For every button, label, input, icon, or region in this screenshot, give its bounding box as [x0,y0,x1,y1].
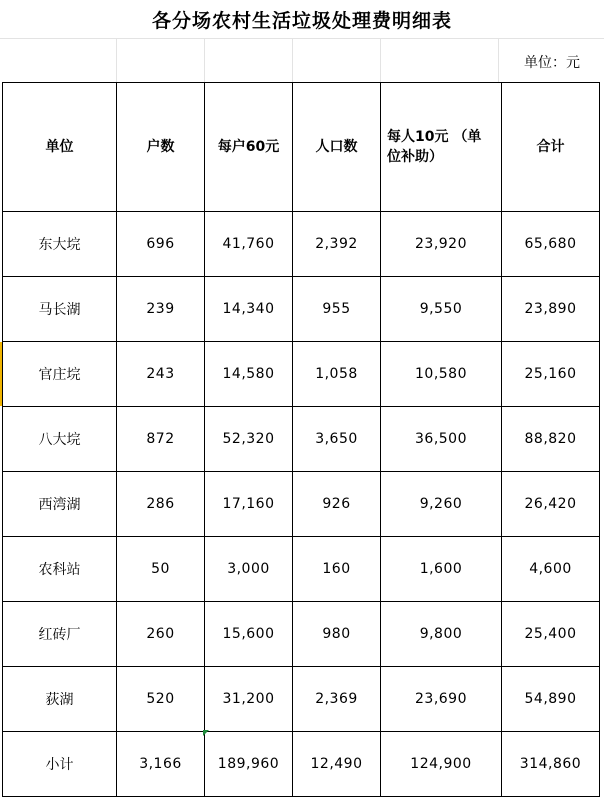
cell-per-household[interactable]: 3,000 [205,537,293,602]
header-cell-per-person[interactable] [381,83,502,212]
cell-per-household[interactable]: 41,760 [205,212,293,277]
cell-total[interactable]: 65,680 [502,212,600,277]
table-row [3,342,600,407]
fee-table [2,82,600,797]
cell-population[interactable]: 2,369 [293,667,381,732]
cell-population[interactable]: 980 [293,602,381,667]
header-row [3,83,600,212]
cell-households[interactable]: 239 [117,277,205,342]
cell-households[interactable]: 286 [117,472,205,537]
cell-unit[interactable]: 东大垸 [3,212,117,277]
cell-total[interactable]: 26,420 [502,472,600,537]
cell-population[interactable]: 926 [293,472,381,537]
header-cell-population[interactable]: 人口数 [293,83,381,212]
cell-households[interactable]: 260 [117,602,205,667]
cell-per-person[interactable]: 9,260 [381,472,502,537]
cell-per-household[interactable]: 17,160 [205,472,293,537]
table-row [3,472,600,537]
table-row [3,667,600,732]
cell-households[interactable]: 696 [117,212,205,277]
cell-total[interactable]: 23,890 [502,277,600,342]
cell-total[interactable]: 88,820 [502,407,600,472]
header-cell-households[interactable]: 户数 [117,83,205,212]
header-cell-per-household[interactable]: 每户60元 [205,83,293,212]
cell-total[interactable]: 25,400 [502,602,600,667]
cell-per-person[interactable]: 124,900 [381,732,502,797]
cell-note-indicator [203,730,209,736]
table-row [3,537,600,602]
table-row [3,277,600,342]
cell-households[interactable]: 520 [117,667,205,732]
gridline [0,38,604,39]
cell-per-household[interactable]: 189,960 [205,732,293,797]
header-per-person-text: 每人10元 （单位补助） [387,129,482,165]
cell-households[interactable]: 243 [117,342,205,407]
header-cell-total[interactable]: 合计 [502,83,600,212]
cell-total[interactable]: 4,600 [502,537,600,602]
unit-row [0,40,604,82]
subtotal-row [3,732,600,797]
cell-unit[interactable]: 小计 [3,732,117,797]
cell-unit[interactable]: 农科站 [3,537,117,602]
cell-per-person[interactable]: 23,690 [381,667,502,732]
cell-population[interactable]: 12,490 [293,732,381,797]
cell-population[interactable]: 3,650 [293,407,381,472]
cell-total[interactable]: 314,860 [502,732,600,797]
cell-households[interactable]: 3,166 [117,732,205,797]
cell-per-person[interactable]: 9,550 [381,277,502,342]
cell-unit[interactable]: 荻湖 [3,667,117,732]
cell-unit[interactable]: 官庄垸 [3,342,117,407]
cell-population[interactable]: 2,392 [293,212,381,277]
cell-per-household[interactable]: 15,600 [205,602,293,667]
cell-households[interactable]: 50 [117,537,205,602]
cell-per-person[interactable]: 9,800 [381,602,502,667]
cell-per-person[interactable]: 10,580 [381,342,502,407]
cell-unit[interactable]: 西湾湖 [3,472,117,537]
cell-unit[interactable]: 八大垸 [3,407,117,472]
unit-label: 单位：元 [524,55,580,71]
cell-per-household[interactable]: 52,320 [205,407,293,472]
table-row [3,602,600,667]
cell-per-household[interactable]: 14,340 [205,277,293,342]
cell-per-household[interactable]: 31,200 [205,667,293,732]
cell-per-person[interactable]: 23,920 [381,212,502,277]
table-row [3,212,600,277]
table-row [3,407,600,472]
cell-total[interactable]: 25,160 [502,342,600,407]
cell-per-person[interactable]: 36,500 [381,407,502,472]
sheet-title: 各分场农村生活垃圾处理费明细表 [151,9,452,32]
cell-per-person[interactable]: 1,600 [381,537,502,602]
cell-population[interactable]: 1,058 [293,342,381,407]
cell-per-household[interactable]: 14,580 [205,342,293,407]
header-cell-unit[interactable]: 单位 [3,83,117,212]
cell-households[interactable]: 872 [117,407,205,472]
cell-unit[interactable]: 马长湖 [3,277,117,342]
cell-total[interactable]: 54,890 [502,667,600,732]
cell-unit[interactable]: 红砖厂 [3,602,117,667]
cell-population[interactable]: 955 [293,277,381,342]
cell-population[interactable]: 160 [293,537,381,602]
